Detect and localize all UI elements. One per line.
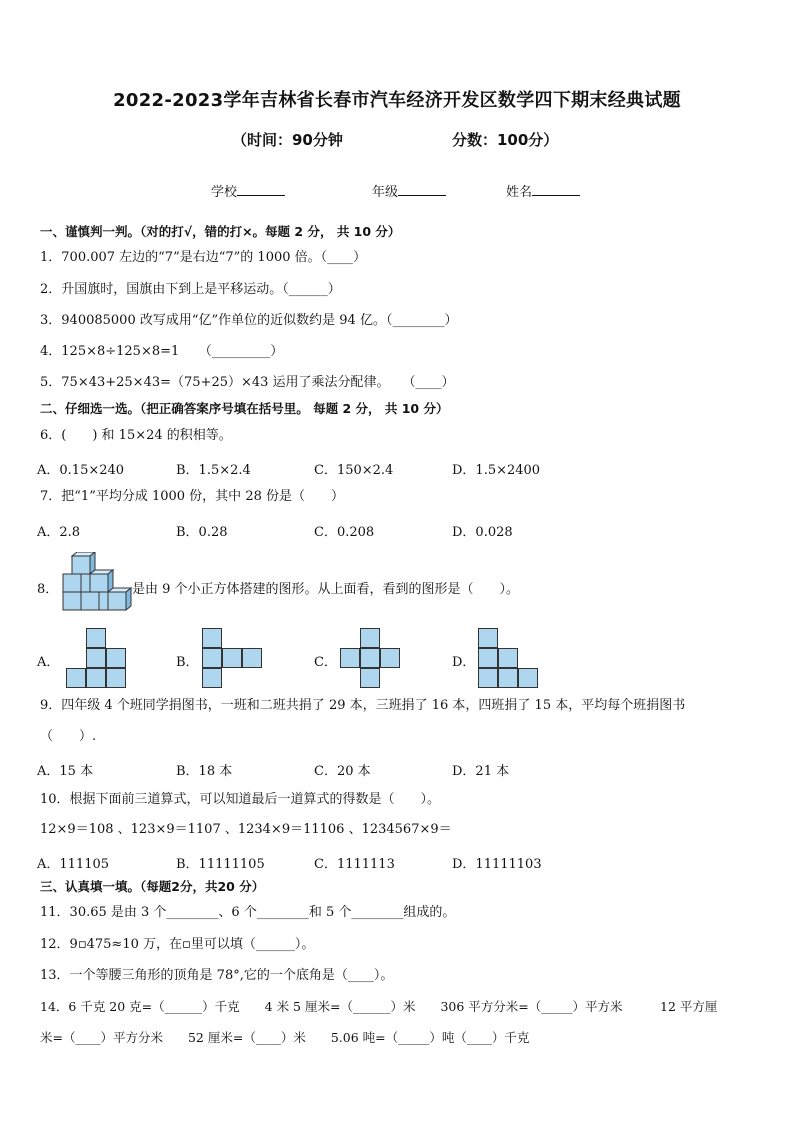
q9-option-d: D．21 本 <box>452 764 510 779</box>
q7-option-a: A．2.8 <box>37 525 81 540</box>
q7-option-c: C．0.208 <box>314 525 375 540</box>
cube-stack-image <box>62 552 132 616</box>
question-9: 9．四年级 4 个班同学捐图书，一班和二班共捐了 29 本，三班捐了 16 本，四班捐了 15 本，平均每个班捐图书 <box>40 698 686 713</box>
school-blank <box>237 183 285 196</box>
question-14-continued: 米=（____）平方分米 52 厘米=（____）米 5.06 吨=（_____）吨（____）千克 <box>40 1030 530 1045</box>
question-8-number: 8． <box>37 582 59 597</box>
q8-option-c-label: C． <box>314 655 337 670</box>
question-9-bracket: （ ）. <box>40 729 97 744</box>
q7-option-b: B．0.28 <box>176 525 228 540</box>
section-2-heading: 二、仔细选一选。（把正确答案序号填在括号里。 每题 2 分， 共 10 分） <box>40 401 449 416</box>
question-14: 14．6 千克 20 克=（______）千克 4 米 5 厘米=（______）米 306 平方分米=（_____）平方米 12 平方厘 <box>40 999 718 1014</box>
name-blank <box>532 183 580 196</box>
q7-option-d: D．0.028 <box>452 525 513 540</box>
name-label: 姓名 <box>506 185 533 200</box>
question-11: 11．30.65 是由 3 个________、6 个________和 5 个________组成的。 <box>40 905 456 920</box>
question-13: 13．一个等腰三角形的顶角是 78°,它的一个底角是（____）。 <box>40 968 394 983</box>
q10-option-a: A．111105 <box>37 857 110 872</box>
question-8: 是由 9 个小正方体搭建的图形。从上面看，看到的图形是（ ）。 <box>132 582 520 597</box>
q9-option-a: A．15 本 <box>37 764 94 779</box>
name-field <box>506 181 580 200</box>
question-7: 7．把“1”平均分成 1000 份，其中 28 份是（ ） <box>40 489 344 504</box>
q9-option-b: B．18 本 <box>176 764 233 779</box>
q9-option-c: C．20 本 <box>314 764 371 779</box>
exam-score: 分数：100分） <box>452 131 559 149</box>
question-3: 3．940085000 改写成用“亿”作单位的近似数约是 94 亿。（________） <box>40 313 458 328</box>
grade-field <box>372 181 446 200</box>
section-1-heading: 一、谨慎判一判。（对的打√，错的打×。每题 2 分， 共 10 分） <box>40 224 401 239</box>
school-field <box>211 181 285 200</box>
q10-option-b: B．11111105 <box>176 857 265 872</box>
exam-time: （时间：90分钟 <box>232 131 343 149</box>
section-3-heading: 三、认真填一填。（每题2分，共20 分） <box>40 879 265 894</box>
question-12: 12．9▫475≈10 万，在▫里可以填（______）。 <box>40 937 315 952</box>
question-5: 5．75×43+25×43=（75+25）×43 运用了乘法分配律。 （____） <box>40 375 455 390</box>
q8-option-a-label: A． <box>37 655 60 670</box>
question-4: 4．125×8÷125×8=1 （_________） <box>40 344 284 359</box>
q10-option-c: C．1111113 <box>314 857 395 872</box>
q10-option-d: D．11111103 <box>452 857 542 872</box>
q8-option-b-label: B． <box>176 655 199 670</box>
q8-option-d-label: D． <box>452 655 476 670</box>
q8-option-c-shape <box>340 628 400 688</box>
q8-option-d-shape <box>478 628 538 688</box>
grade-label: 年级 <box>372 185 399 200</box>
q8-option-a-shape <box>66 628 126 688</box>
q6-option-c: C．150×2.4 <box>314 463 394 478</box>
q6-option-b: B．1.5×2.4 <box>176 463 251 478</box>
question-10-equations: 12×9＝108 、123×9＝1107 、1234×9＝11106 、1234567×9＝ <box>40 822 452 837</box>
question-1: 1．700.007 左边的“7”是右边“7”的 1000 倍。（____） <box>40 250 367 265</box>
page-title: 2022-2023学年吉林省长春市汽车经济开发区数学四下期末经典试题 <box>113 90 681 111</box>
q6-option-d: D．1.5×2400 <box>452 463 541 478</box>
question-10: 10．根据下面前三道算式，可以知道最后一道算式的得数是（ ）。 <box>40 792 441 807</box>
grade-blank <box>398 183 446 196</box>
q6-option-a: A．0.15×240 <box>37 463 125 478</box>
q8-option-b-shape <box>202 628 262 688</box>
school-label: 学校 <box>211 185 238 200</box>
question-6: 6．( ) 和 15×24 的积相等。 <box>40 428 232 443</box>
question-2: 2．升国旗时，国旗由下到上是平移运动。（______） <box>40 282 341 297</box>
